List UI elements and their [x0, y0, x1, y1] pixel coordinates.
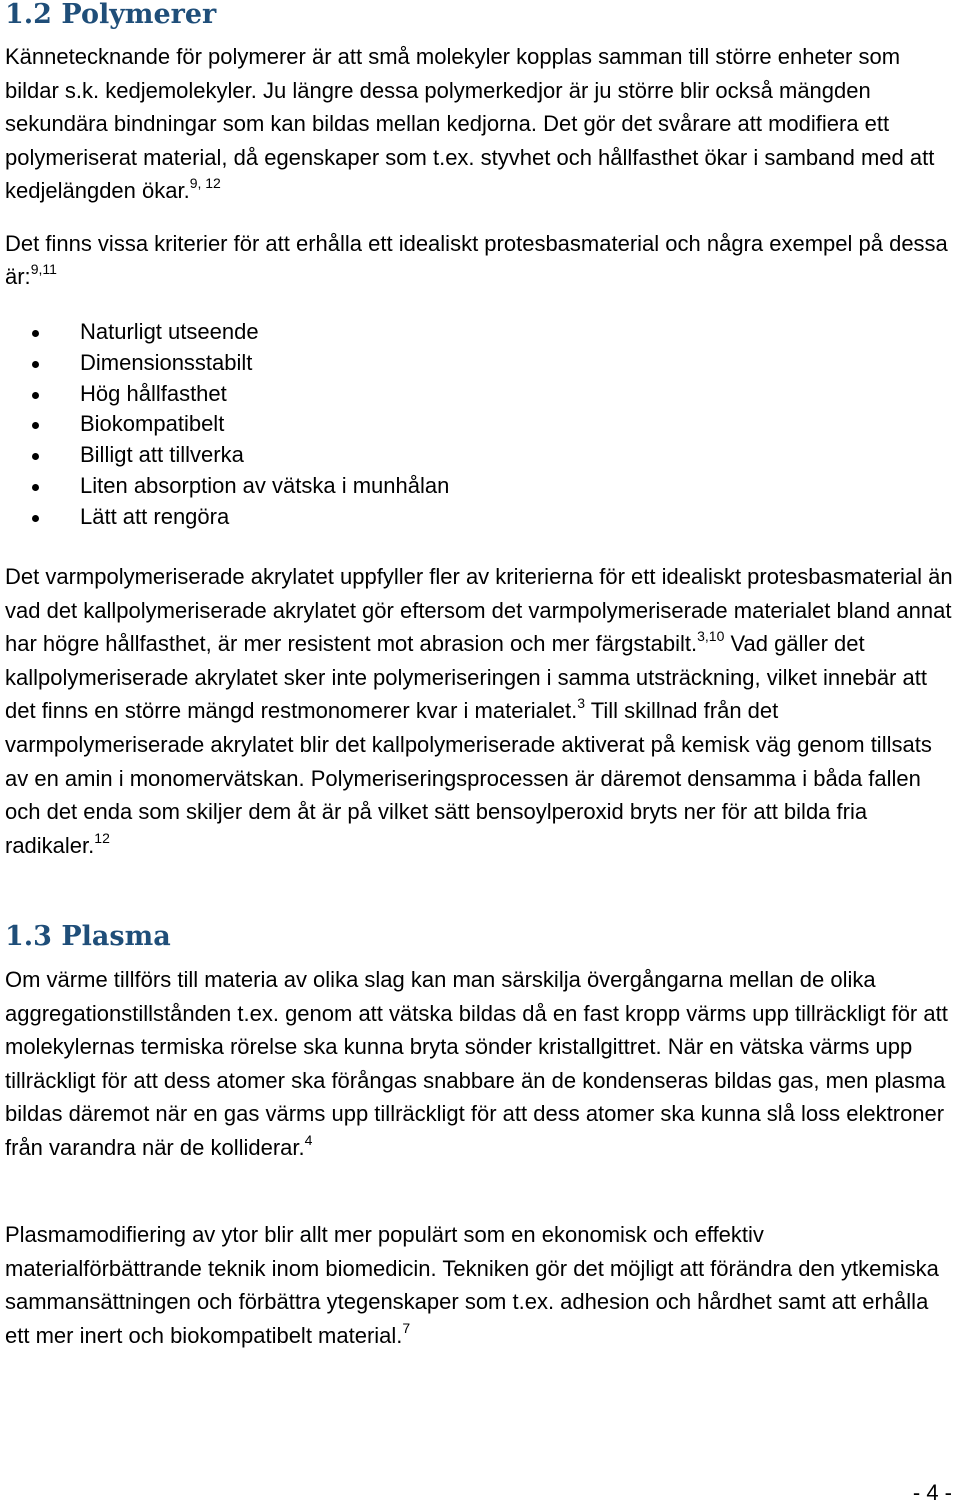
paragraph-acrylate-comparison [5, 560, 957, 862]
page-number: - 4 - [912, 1480, 952, 1505]
citation: 12 [94, 829, 110, 846]
paragraph-text: Det finns vissa kriterier för att erhålla ett idealiskt protesbasmaterial och några exempel på dessa är: [5, 231, 948, 289]
list-item: Liten absorption av vätska i munhålan [5, 471, 449, 502]
paragraph-text: Om värme tillförs till materia av olika slag kan man särskilja övergångarna mellan de olika aggregationstillstånden t.ex. genom att vätska bildas då en fast kropp värms upp tillräckligt för att molekylernas termiska rörelse ska kunna bryta sönder kristallgittret. När en vätska värms upp tillräckligt för att dess atomer ska förångas snabbare än de kondenseras bildas gas, men plasma bildas däremot när en gas värms upp tillräckligt för att dess atomer ska kunna slå loss elektroner från varandra när de kolliderar. [5, 967, 948, 1160]
list-item: Hög hållfasthet [5, 379, 449, 410]
paragraph-text: Plasmamodifiering av ytor blir allt mer populärt som en ekonomisk och effektiv materialförbättrande teknik inom biomedicin. Tekniken gör det möjligt att förändra den ytkemiska sammansättningen och förbättra ytegenskaper som t.ex. adhesion och hårdhet samt att erhålla ett mer inert och biokompatibelt material. [5, 1222, 939, 1348]
paragraph-criteria-intro [5, 227, 957, 293]
section-heading-polymerer: 1.2 Polymerer [5, 0, 217, 30]
criteria-list [5, 317, 449, 533]
citation: 9,11 [30, 261, 57, 277]
paragraph-text: Till skillnad från det varmpolymeriserade akrylatet blir det kallpolymeriserade aktiverat på kemisk väg genom tillsats av en amin i monomervätskan. Polymeriseringsprocessen är däremot densamma i båda fallen och det enda som skiljer dem åt är på vilket sätt bensoylperoxid bryts ner för att bilda fria radikaler. [5, 698, 932, 858]
citation: 4 [304, 1131, 313, 1148]
section-heading-plasma: 1.3 Plasma [5, 921, 171, 952]
citation: 3 [577, 695, 586, 712]
citation: 7 [402, 1319, 411, 1336]
list-item: Billigt att tillverka [5, 440, 449, 471]
paragraph-plasma-intro [5, 963, 957, 1165]
paragraph-text: Kännetecknande för polymerer är att små molekyler kopplas samman till större enheter som bildar s.k. kedjemolekyler. Ju längre dessa polymerkedjor är ju större blir också mängden sekundära bindningar som kan bildas mellan kedjorna. Det gör det svårare att modifiera ett polymeriserat material, då egenskaper som t.ex. styvhet och hållfasthet ökar i samband med att kedjelängden ökar. [5, 44, 935, 204]
paragraph-plasma-modification [5, 1218, 957, 1352]
citation: 9, 12 [189, 175, 221, 192]
list-item: Lätt att rengöra [5, 502, 449, 533]
citation: 3,10 [697, 628, 725, 645]
paragraph-polymer-intro [5, 40, 957, 208]
paragraph-text: Vad gäller det kallpolymeriserade akrylatet sker inte polymeriseringen i samma utsträckning, vilket innebär att det finns en större mängd restmonomerer kvar i materialet. [5, 631, 927, 724]
list-item: Naturligt utseende [5, 317, 449, 348]
paragraph-text: Det varmpolymeriserade akrylatet uppfyller fler av kriterierna för ett idealiskt protesbasmaterial än vad det kallpolymeriserade akrylatet gör eftersom det varmpolymeriserade materialet bland annat har högre hållfasthet, är mer resistent mot abrasion och mer färgstabilt. [5, 564, 953, 657]
list-item: Biokompatibelt [5, 409, 449, 440]
list-item: Dimensionsstabilt [5, 348, 449, 379]
